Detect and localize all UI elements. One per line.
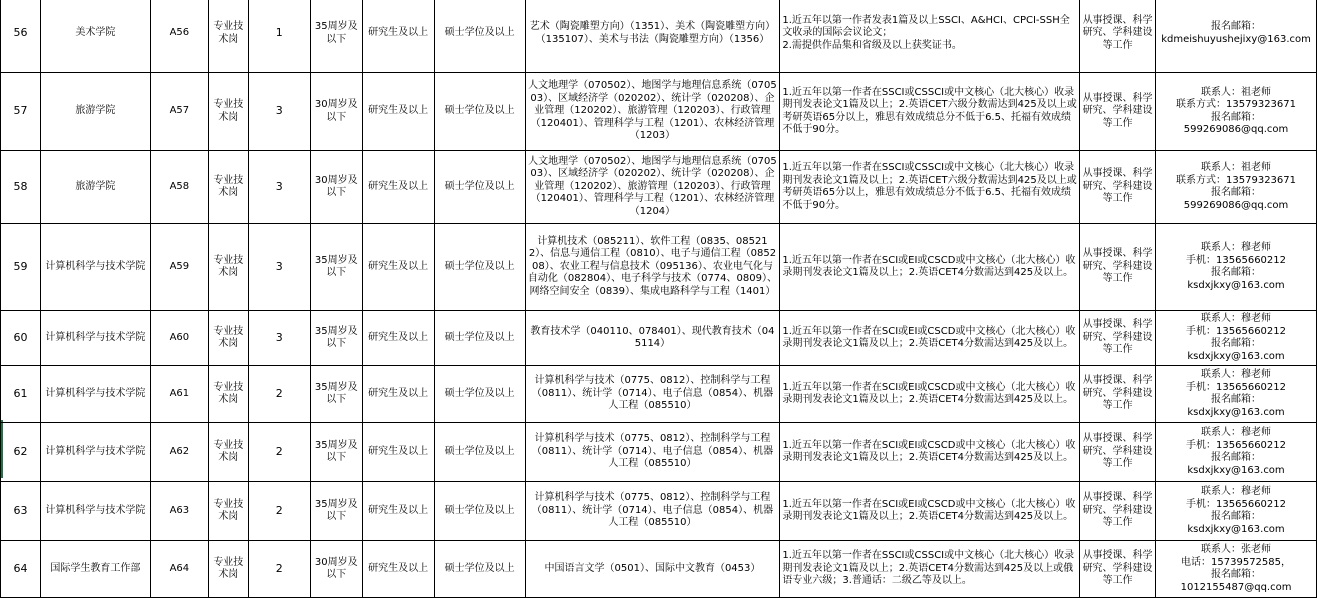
recruit-count: 3 (248, 151, 310, 224)
job-duty: 从事授课、科学研究、学科建设等工作 (1080, 423, 1156, 482)
position-type: 专业技术岗 (208, 482, 248, 541)
college-name: 计算机科学与技术学院 (40, 311, 150, 366)
contact-info: 报名邮箱： kdmeishuyushejixy@163.com (1156, 0, 1317, 73)
other-requirements: 1.近五年以第一作者在SCI或EI或CSCD或中文核心（北大核心）收录期刊发表论文1篇及以上；2.英语CET4分数需达到425及以上。 (780, 366, 1080, 423)
recruit-count: 2 (248, 482, 310, 541)
contact-info: 联系人：穆老师 手机：13565660212 报名邮箱： ksdxjkxy@163.com (1156, 224, 1317, 311)
education-requirement: 研究生及以上 (362, 0, 434, 73)
degree-requirement: 硕士学位及以上 (434, 311, 525, 366)
contact-info: 联系人：穆老师 手机：13565660212 报名邮箱： ksdxjkxy@163.com (1156, 311, 1317, 366)
major-requirement: 计算机科学与技术（0775、0812）、控制科学与工程（0811）、统计学（0714）、电子信息（0854）、机器人工程（085510） (525, 423, 780, 482)
degree-requirement: 硕士学位及以上 (434, 423, 525, 482)
other-requirements: 1.近五年以第一作者在SCI或EI或CSCD或中文核心（北大核心）收录期刊发表论文1篇及以上；2.英语CET4分数需达到425及以上。 (780, 311, 1080, 366)
position-code: A59 (150, 224, 208, 311)
education-requirement: 研究生及以上 (362, 541, 434, 598)
row-number: 59 (1, 224, 41, 311)
college-name: 计算机科学与技术学院 (40, 423, 150, 482)
table-row (1, 482, 1317, 541)
position-type: 专业技术岗 (208, 311, 248, 366)
job-duty: 从事授课、科学研究、学科建设等工作 (1080, 73, 1156, 151)
education-requirement: 研究生及以上 (362, 224, 434, 311)
table-row (1, 73, 1317, 151)
major-requirement: 教育技术学（040110、078401）、现代教育技术（045114） (525, 311, 780, 366)
table-row (1, 541, 1317, 598)
row-number: 61 (1, 366, 41, 423)
college-name: 计算机科学与技术学院 (40, 482, 150, 541)
degree-requirement: 硕士学位及以上 (434, 482, 525, 541)
other-requirements: 1.近五年以第一作者在SSCI或CSSCI或中文核心（北大核心）收录期刊发表论文1篇及以上；2.英语CET六级分数需达到425及以上或考研英语65分以上，雅思有效成绩总分不低于6.5、托福有效成绩不低于90分。 (780, 73, 1080, 151)
row-number: 64 (1, 541, 41, 598)
job-duty: 从事授课、科学研究、学科建设等工作 (1080, 482, 1156, 541)
table-row (1, 311, 1317, 366)
row-number: 62 (1, 423, 41, 482)
position-code: A56 (150, 0, 208, 73)
contact-info: 联系人：祖老师 联系方式：13579323671 报名邮箱： 599269086@qq.com (1156, 73, 1317, 151)
education-requirement: 研究生及以上 (362, 73, 434, 151)
row-number: 58 (1, 151, 41, 224)
recruit-count: 2 (248, 366, 310, 423)
contact-info: 联系人：穆老师 手机：13565660212 报名邮箱： ksdxjkxy@163.com (1156, 423, 1317, 482)
other-requirements: 1.近五年以第一作者在SSCI或CSSCI或中文核心（北大核心）收录期刊发表论文1篇及以上；2.英语CET4分数需达到425及以上或俄语专业六级；3.普通话：二级乙等及以上。 (780, 541, 1080, 598)
job-duty: 从事授课、科学研究、学科建设等工作 (1080, 0, 1156, 73)
position-type: 专业技术岗 (208, 541, 248, 598)
age-requirement: 35周岁及以下 (310, 366, 362, 423)
education-requirement: 研究生及以上 (362, 482, 434, 541)
other-requirements: 1.近五年以第一作者在SCI或EI或CSCD或中文核心（北大核心）收录期刊发表论文1篇及以上；2.英语CET4分数需达到425及以上。 (780, 423, 1080, 482)
recruit-count: 3 (248, 73, 310, 151)
position-type: 专业技术岗 (208, 73, 248, 151)
position-code: A64 (150, 541, 208, 598)
age-requirement: 35周岁及以下 (310, 482, 362, 541)
contact-info: 联系人：张老师 电话：15739572585， 报名邮箱： 1012155487@qq.com (1156, 541, 1317, 598)
position-type: 专业技术岗 (208, 224, 248, 311)
major-requirement: 计算机科学与技术（0775、0812）、控制科学与工程（0811）、统计学（0714）、电子信息（0854）、机器人工程（085510） (525, 366, 780, 423)
degree-requirement: 硕士学位及以上 (434, 0, 525, 73)
college-name: 计算机科学与技术学院 (40, 224, 150, 311)
recruit-count: 2 (248, 541, 310, 598)
job-duty: 从事授课、科学研究、学科建设等工作 (1080, 151, 1156, 224)
college-name: 计算机科学与技术学院 (40, 366, 150, 423)
age-requirement: 30周岁及以下 (310, 73, 362, 151)
table-row (1, 151, 1317, 224)
age-requirement: 35周岁及以下 (310, 224, 362, 311)
degree-requirement: 硕士学位及以上 (434, 366, 525, 423)
position-code: A58 (150, 151, 208, 224)
major-requirement: 中国语言文学（0501）、国际中文教育（0453） (525, 541, 780, 598)
degree-requirement: 硕士学位及以上 (434, 224, 525, 311)
table-row (1, 224, 1317, 311)
contact-info: 联系人：穆老师 手机：13565660212 报名邮箱： ksdxjkxy@163.com (1156, 366, 1317, 423)
recruit-count: 1 (248, 0, 310, 73)
degree-requirement: 硕士学位及以上 (434, 151, 525, 224)
position-code: A63 (150, 482, 208, 541)
major-requirement: 计算机科学与技术（0775、0812）、控制科学与工程（0811）、统计学（0714）、电子信息（0854）、机器人工程（085510） (525, 482, 780, 541)
age-requirement: 30周岁及以下 (310, 151, 362, 224)
contact-info: 联系人：祖老师 联系方式：13579323671 报名邮箱： 599269086@qq.com (1156, 151, 1317, 224)
job-duty: 从事授课、科学研究、学科建设等工作 (1080, 366, 1156, 423)
job-duty: 从事授课、科学研究、学科建设等工作 (1080, 224, 1156, 311)
major-requirement: 计算机技术（085211）、软件工程（0835、085212）、信息与通信工程（0810）、电子与通信工程（085208）、农业工程与信息技术（095136）、农业电气化与自动化（082804）、电子科学与技术（0774、0809）、网络空间安全（0839）、集成电路科学与工程（1401） (525, 224, 780, 311)
row-number: 63 (1, 482, 41, 541)
college-name: 旅游学院 (40, 73, 150, 151)
age-requirement: 35周岁及以下 (310, 311, 362, 366)
table-row (1, 0, 1317, 73)
age-requirement: 30周岁及以下 (310, 541, 362, 598)
position-type: 专业技术岗 (208, 366, 248, 423)
row-number: 57 (1, 73, 41, 151)
recruit-count: 3 (248, 311, 310, 366)
major-requirement: 人文地理学（070502）、地图学与地理信息系统（070503）、区域经济学（020202）、统计学（020208）、企业管理（120202）、旅游管理（120203）、行政管理（120401）、管理科学与工程（1201）、农林经济管理（1203） (525, 73, 780, 151)
other-requirements: 1.近五年以第一作者发表1篇及以上SSCI、A&HCI、CPCI-SSH全文收录的国际会议论文； 2.需提供作品集和省级及以上获奖证书。 (780, 0, 1080, 73)
job-duty: 从事授课、科学研究、学科建设等工作 (1080, 541, 1156, 598)
table-row (1, 366, 1317, 423)
degree-requirement: 硕士学位及以上 (434, 73, 525, 151)
position-code: A57 (150, 73, 208, 151)
row-number: 56 (1, 0, 41, 73)
college-name: 美术学院 (40, 0, 150, 73)
row-number: 60 (1, 311, 41, 366)
other-requirements: 1.近五年以第一作者在SCI或EI或CSCD或中文核心（北大核心）收录期刊发表论文1篇及以上；2.英语CET4分数需达到425及以上。 (780, 224, 1080, 311)
other-requirements: 1.近五年以第一作者在SCI或EI或CSCD或中文核心（北大核心）收录期刊发表论文1篇及以上；2.英语CET4分数需达到425及以上。 (780, 482, 1080, 541)
degree-requirement: 硕士学位及以上 (434, 541, 525, 598)
education-requirement: 研究生及以上 (362, 151, 434, 224)
education-requirement: 研究生及以上 (362, 311, 434, 366)
position-type: 专业技术岗 (208, 423, 248, 482)
age-requirement: 35周岁及以下 (310, 0, 362, 73)
position-type: 专业技术岗 (208, 0, 248, 73)
position-code: A61 (150, 366, 208, 423)
college-name: 旅游学院 (40, 151, 150, 224)
position-code: A62 (150, 423, 208, 482)
recruit-count: 3 (248, 224, 310, 311)
other-requirements: 1.近五年以第一作者在SSCI或CSSCI或中文核心（北大核心）收录期刊发表论文1篇及以上；2.英语CET六级分数需达到425及以上或考研英语65分以上，雅思有效成绩总分不低于6.5、托福有效成绩不低于90分。 (780, 151, 1080, 224)
education-requirement: 研究生及以上 (362, 423, 434, 482)
contact-info: 联系人：穆老师 手机：13565660212 报名邮箱： ksdxjkxy@163.com (1156, 482, 1317, 541)
age-requirement: 35周岁及以下 (310, 423, 362, 482)
recruit-count: 2 (248, 423, 310, 482)
college-name: 国际学生教育工作部 (40, 541, 150, 598)
table-row (1, 423, 1317, 482)
position-code: A60 (150, 311, 208, 366)
position-type: 专业技术岗 (208, 151, 248, 224)
major-requirement: 艺术（陶瓷雕塑方向）（1351）、美术（陶瓷雕塑方向）（135107）、美术与书法（陶瓷雕塑方向）（1356） (525, 0, 780, 73)
education-requirement: 研究生及以上 (362, 366, 434, 423)
job-duty: 从事授课、科学研究、学科建设等工作 (1080, 311, 1156, 366)
major-requirement: 人文地理学（070502）、地图学与地理信息系统（070503）、区域经济学（020202）、统计学（020208）、企业管理（120202）、旅游管理（120203）、行政管理（120401）、管理科学与工程（1201）、农林经济管理（1204） (525, 151, 780, 224)
